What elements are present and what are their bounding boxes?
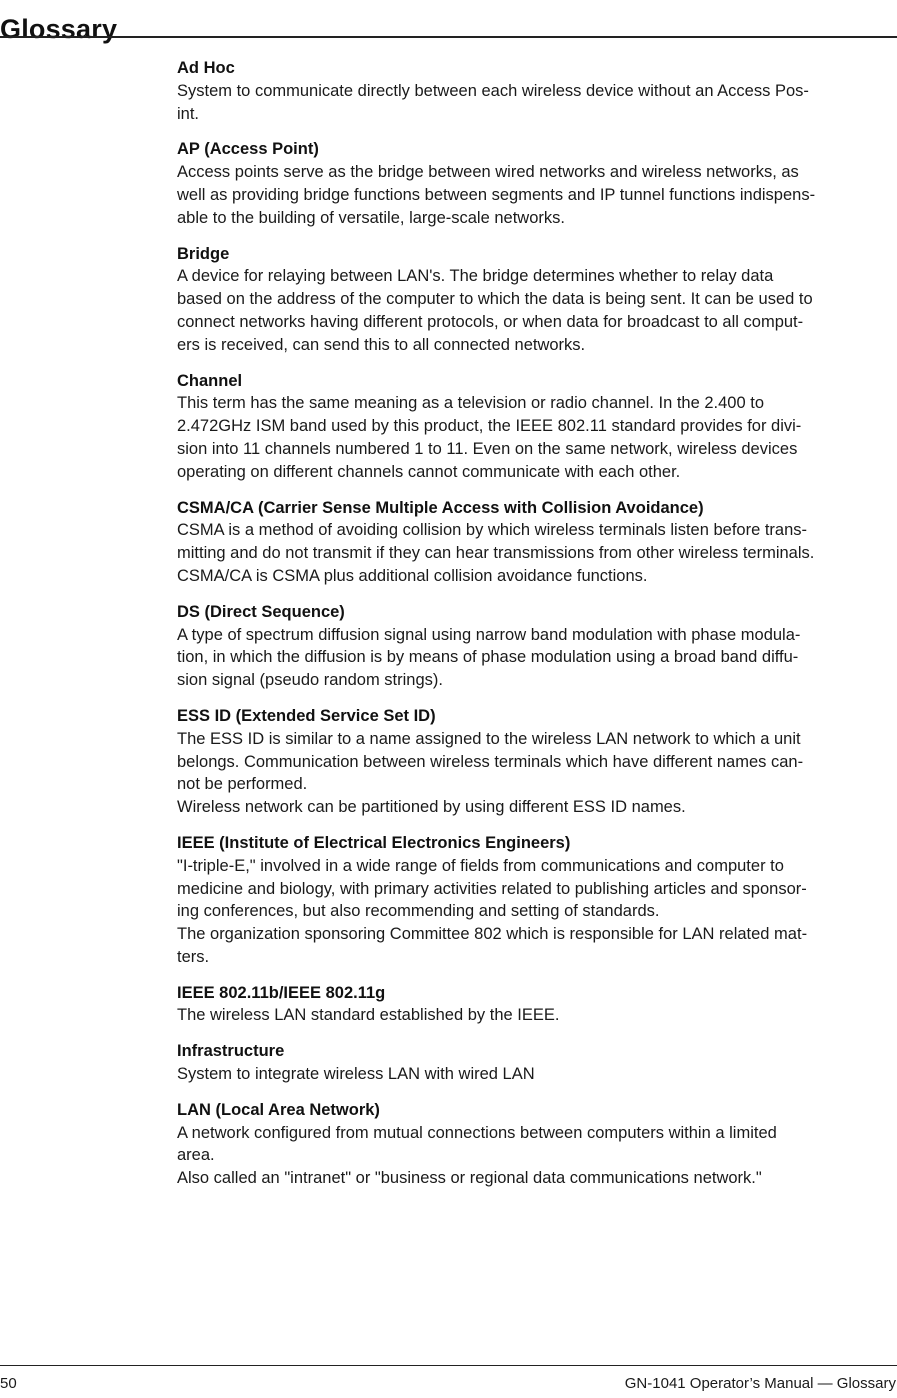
definition-line: The ESS ID is similar to a name assigned to the wireless LAN network to which a unit [177,729,801,748]
definition-line: The organization sponsoring Committee 802 which is responsible for LAN related mat- [177,925,808,944]
page-number: 50 [0,1375,17,1392]
glossary-entry-lan [177,1099,896,1190]
page-title: Glossary [0,14,118,45]
definition-line: Also called an "intranet" or "business or regional data communications network." [177,1169,762,1188]
glossary-entry-csma-ca [177,497,896,588]
definition-line: medicine and biology, with primary activities related to publishing articles and sponsor- [177,879,807,898]
glossary-term: Channel [177,371,243,390]
glossary-entry-ieee [177,832,896,969]
glossary-term: AP (Access Point) [177,140,319,159]
glossary-entry-channel [177,370,896,484]
definition-line: not be performed. [177,775,308,794]
definition-line: ters. [177,947,210,966]
definition-line: Access points serve as the bridge between wired networks and wireless networks, as [177,163,799,182]
definition-line: ers is received, can send this to all connected networks. [177,335,586,354]
glossary-entry-ieee-802-11 [177,982,896,1028]
definition-line: operating on different channels cannot communicate with each other. [177,462,681,481]
definition-line: The wireless LAN standard established by the IEEE. [177,1006,560,1025]
definition-line: 2.472GHz ISM band used by this product, the IEEE 802.11 standard provides for divi- [177,417,802,436]
definition-line: tion, in which the diffusion is by means of phase modulation using a broad band diffu- [177,648,799,667]
footer-rule [0,1365,897,1366]
definition-line: ing conferences, but also recommending and setting of standards. [177,902,660,921]
glossary-entry-ess-id [177,705,896,819]
definition-line: A device for relaying between LAN's. The bridge determines whether to relay data [177,267,774,286]
definition-line: sion signal (pseudo random strings). [177,671,443,690]
title-rule [0,36,897,38]
definition-line: CSMA is a method of avoiding collision by which wireless terminals listen before trans- [177,521,808,540]
glossary-term: Ad Hoc [177,59,235,77]
definition-line: int. [177,104,200,123]
glossary-entry-direct-sequence [177,601,896,692]
glossary-list [177,57,896,1203]
running-footer-title: GN-1041 Operator’s Manual — Glossary [624,1375,896,1392]
definition-line: CSMA/CA is CSMA plus additional collision avoidance functions. [177,566,648,585]
glossary-term: IEEE (Institute of Electrical Electronics Engineers) [177,833,571,852]
definition-line: based on the address of the computer to which the data is being sent. It can be used to [177,290,813,309]
definition-line: mitting and do not transmit if they can hear transmissions from other wireless terminals. [177,544,815,563]
definition-line: System to communicate directly between each wireless device without an Access Pos- [177,81,809,100]
glossary-entry-access-point [177,138,896,229]
definition-line: "I-triple-E," involved in a wide range of fields from communications and computer to [177,856,784,875]
glossary-entry-bridge [177,243,896,357]
definition-line: A type of spectrum diffusion signal using narrow band modulation with phase modula- [177,625,801,644]
glossary-term: DS (Direct Sequence) [177,602,345,621]
definition-line: sion into 11 channels numbered 1 to 11. Even on the same network, wireless devices [177,439,798,458]
glossary-term: LAN (Local Area Network) [177,1100,380,1119]
definition-line: A network configured from mutual connections between computers within a limited [177,1123,777,1142]
glossary-term: IEEE 802.11b/IEEE 802.11g [177,983,386,1002]
glossary-term: Bridge [177,244,230,263]
glossary-term: ESS ID (Extended Service Set ID) [177,706,436,725]
glossary-entry-infrastructure [177,1040,896,1086]
definition-line: connect networks having different protocols, or when data for broadcast to all comput- [177,312,804,331]
definition-line: belongs. Communication between wireless terminals which have different names can- [177,752,804,771]
definition-line: area. [177,1146,215,1165]
glossary-term: CSMA/CA (Carrier Sense Multiple Access with Collision Avoidance) [177,498,704,517]
definition-line: This term has the same meaning as a television or radio channel. In the 2.400 to [177,394,764,413]
definition-line: Wireless network can be partitioned by using different ESS ID names. [177,798,686,817]
definition-line: able to the building of versatile, large-scale networks. [177,208,565,227]
glossary-term: Infrastructure [177,1042,285,1061]
definition-line: System to integrate wireless LAN with wired LAN [177,1065,535,1084]
definition-line: well as providing bridge functions between segments and IP tunnel functions indispens- [177,185,816,204]
glossary-entry-ad-hoc [177,57,896,125]
